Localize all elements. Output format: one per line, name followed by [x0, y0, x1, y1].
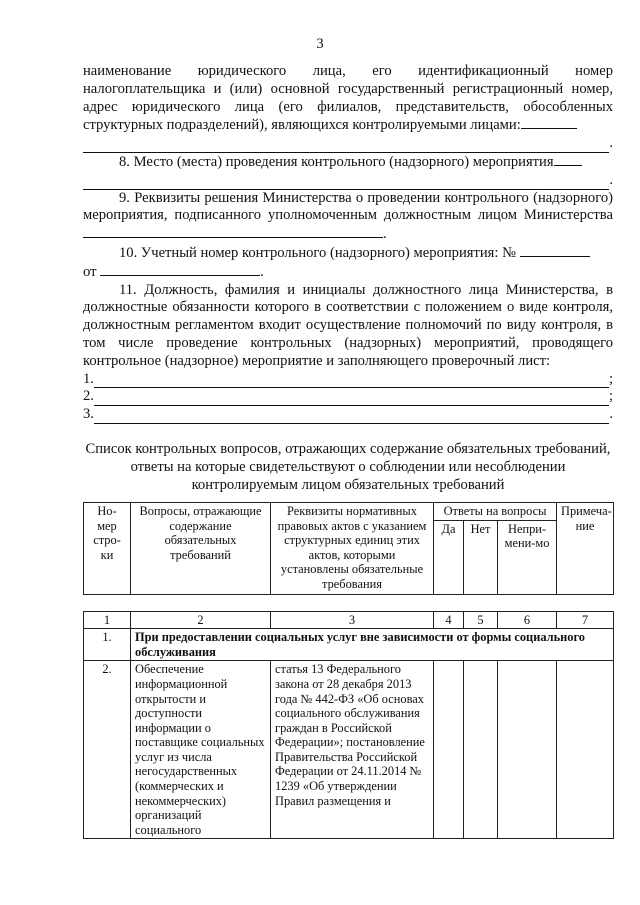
date-blank[interactable] [100, 263, 260, 276]
item-8 [83, 153, 613, 172]
header-yes: Да [434, 520, 464, 594]
paragraph-controlled-persons [83, 63, 613, 135]
row-number: 1. [84, 629, 131, 661]
col-number: 2 [131, 611, 271, 629]
list-line-3[interactable] [83, 406, 613, 424]
legal-acts-cell: статья 13 Федерального закона от 28 декабря 2013 года № 442-ФЗ «Об основах социального обслуживания граждан в Российской Федерации»; постановление Правительства Российской Федерации от 24.11.2014 № 1239 «Об утверждении Правил размещения и [271, 661, 434, 839]
item-9: 9. Реквизиты решения Министерства о проведении контрольного (надзорного) мероприятия, подписанного уполномоченным должностным лицом Министерства. [83, 189, 613, 243]
item-10 [83, 244, 613, 263]
header-row-number: Но-мер стро-ки [84, 502, 131, 594]
header-legal-acts: Реквизиты нормативных правовых актов с указанием структурных единиц этих актов, которыми установлены обязательные требования [271, 502, 434, 594]
blank-line[interactable]: . [83, 135, 613, 153]
question-cell: Обеспечение информационной открытости и доступности информации о поставщике социальных услуг из числа негосударственных (коммерческих и некоммерческих) организаций социального [131, 661, 271, 839]
item-10-date: от . [83, 263, 264, 280]
col-number: 6 [498, 611, 557, 629]
item-10-text: 10. Учетный номер контрольного (надзорного) мероприятия: № [119, 244, 517, 261]
col-number: 3 [271, 611, 434, 629]
header-no: Нет [464, 520, 498, 594]
checklist-table [83, 611, 614, 840]
answer-na-cell[interactable] [498, 661, 557, 839]
section-title: При предоставлении социальных услуг вне зависимости от формы социального обслуживания [131, 629, 614, 661]
fill-blank[interactable] [83, 225, 383, 238]
item-8-text: 8. Место (места) проведения контрольного (надзорного) мероприятия [119, 153, 554, 170]
list-end: . [609, 406, 613, 423]
from-label: от [83, 263, 97, 280]
checklist-title: Список контрольных вопросов, отражающих содержание обязательных требований, ответы на которые свидетельствуют о соблюдении или несоблюдении контролируемым лицом обязательных требований [85, 440, 611, 493]
checklist-header-table [83, 502, 614, 595]
list-number: 1. [83, 370, 94, 387]
paragraph-text: наименование юридического лица, его идентификационный номер налогоплательщика и (или) основной государственный регистрационный номер, адрес юридического лица (его филиалов, представительств, обособленных структурных подразделений), являющихся контролируемыми лицами: [83, 63, 613, 134]
list-line-1[interactable] [83, 371, 613, 389]
answer-yes-cell[interactable] [434, 661, 464, 839]
fill-blank[interactable] [521, 116, 577, 129]
record-number-blank[interactable] [520, 244, 590, 257]
header-note: Примеча-ние [557, 502, 614, 594]
section-row [84, 629, 614, 661]
answer-no-cell[interactable] [464, 661, 498, 839]
table-row [84, 661, 614, 839]
row-number: 2. [84, 661, 131, 839]
list-end: ; [608, 388, 613, 405]
blank-line[interactable]: . [83, 172, 613, 190]
list-line-2[interactable] [83, 388, 613, 406]
col-number: 1 [84, 611, 131, 629]
item-9-text: 9. Реквизиты решения Министерства о проведении контрольного (надзорного) мероприятия, подписанного уполномоченным должностным лицом Министерства [83, 189, 613, 224]
header-questions: Вопросы, отражающие содержание обязательных требований [131, 502, 271, 594]
header-not-applicable: Непри-мени-мо [498, 520, 557, 594]
item-11 [83, 282, 613, 371]
item-11-text: 11. Должность, фамилия и инициалы должностного лица Министерства, в должностные обязанности которого в соответствии с положением о виде контроля, должностным регламентом входит осуществление полномочий по виду контроля, в том числе проведение контрольных (надзорных) мероприятий, проводящего контрольное (надзорное) мероприятие и заполняющего проверочный лист: [83, 281, 613, 369]
list-end: ; [608, 370, 613, 387]
column-number-row [84, 611, 614, 629]
col-number: 7 [557, 611, 614, 629]
list-number: 2. [83, 388, 94, 405]
header-answers: Ответы на вопросы [434, 502, 557, 520]
col-number: 5 [464, 611, 498, 629]
note-cell[interactable] [557, 661, 614, 839]
fill-blank[interactable] [554, 153, 582, 166]
page-number: 3 [316, 36, 324, 52]
document-body [83, 63, 613, 839]
list-number: 3. [83, 406, 94, 423]
col-number: 4 [434, 611, 464, 629]
